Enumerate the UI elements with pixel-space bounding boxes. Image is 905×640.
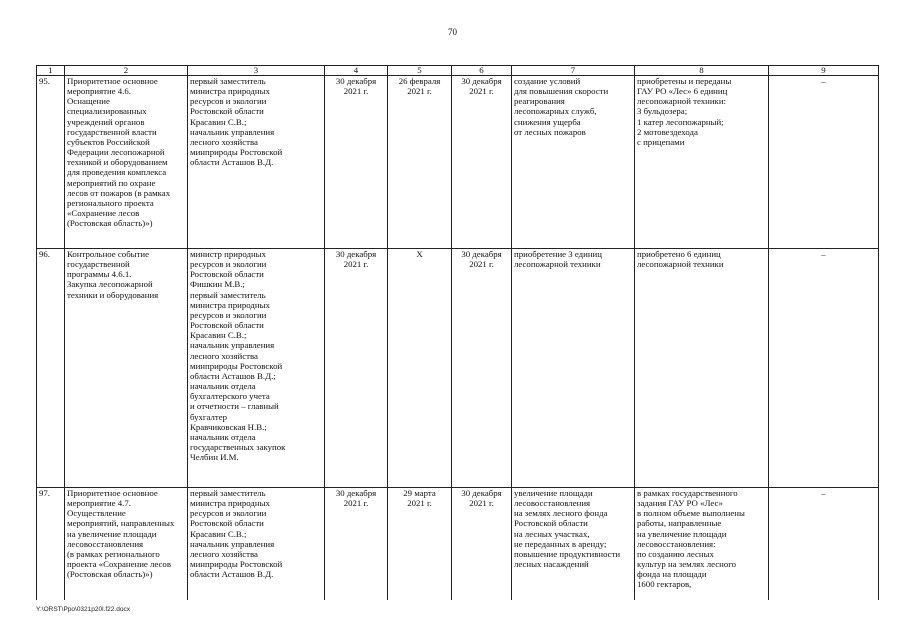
table-row: [37, 76, 879, 249]
header-cell: 1: [37, 66, 65, 76]
date-column-6: 30 декабря 2021 г.: [452, 488, 512, 601]
expected-result: увеличение площади лесовосстановления на землях лесного фонда Ростовской области на лесных участках, не переданных в аренду; повышение продуктивности лесных насаждений: [512, 488, 635, 601]
row-number: 96.: [37, 249, 65, 488]
header-cell: 6: [452, 66, 512, 76]
planned-date: 30 декабря 2021 г.: [325, 488, 388, 601]
column-9: –: [769, 76, 879, 249]
responsible-executor: первый заместитель министра природных ресурсов и экологии Ростовской области Красавин С.В.; начальник управления лесного хозяйства минприроды Ростовской области Асташов В.Д.: [188, 488, 325, 601]
event-name: Контрольное событие государственной программы 4.6.1. Закупка лесопожарной техники и оборудования: [65, 249, 188, 488]
row-number: 97.: [37, 488, 65, 601]
column-9: –: [769, 249, 879, 488]
header-cell: 5: [388, 66, 452, 76]
table-row: [37, 488, 879, 601]
actual-result: приобретены и переданы ГАУ РО «Лес» 6 единиц лесопожарной техники: 3 бульдозера; 1 катер лесопожарный; 2 мотовездехода с прицепами: [635, 76, 769, 249]
header-cell: 9: [769, 66, 879, 76]
column-9: –: [769, 488, 879, 601]
expected-result: приобретение 3 единиц лесопожарной техники: [512, 249, 635, 488]
actual-result: в рамках государственного задания ГАУ РО «Лес» в полном объеме выполнены работы, направленные на увеличение площади лесовосстановления: по созданию лесных культур на землях лесного фонда на площади 1600 гектаров,: [635, 488, 769, 601]
table-row: [37, 249, 879, 488]
header-cell: 3: [188, 66, 325, 76]
responsible-executor: первый заместитель министра природных ресурсов и экологии Ростовской области Красавин С.В.; начальник управления лесного хозяйства минприроды Ростовской области Асташов В.Д.: [188, 76, 325, 249]
date-column-6: 30 декабря 2021 г.: [452, 249, 512, 488]
planned-date: 30 декабря 2021 г.: [325, 249, 388, 488]
header-row: [37, 66, 879, 76]
actual-date: 26 февраля 2021 г.: [388, 76, 452, 249]
responsible-executor: министр природных ресурсов и экологии Ростовской области Фишкин М.В.; первый заместитель министра природных ресурсов и экологии Ростовской области Красавин С.В.; начальник управления лесного хозяйства минприроды Ростовской области Асташов В.Д.; начальник отдела бухгалтерского учета и отчетности – главный бухгалтер Кравчиковская Н.В.; начальник отдела государственных закупок Челбин И.М.: [188, 249, 325, 488]
planned-date: 30 декабря 2021 г.: [325, 76, 388, 249]
expected-result: создание условий для повышения скорости реагирования лесопожарных служб, снижения ущерба от лесных пожаров: [512, 76, 635, 249]
report-table: [36, 65, 879, 600]
row-number: 95.: [37, 76, 65, 249]
date-column-6: 30 декабря 2021 г.: [452, 76, 512, 249]
header-cell: 4: [325, 66, 388, 76]
event-name: Приоритетное основное мероприятие 4.6. Оснащение специализированных учреждений органов государственной власти субъектов Российской Федерации лесопожарной техникой и оборудованием для проведения комплекса мероприятий по охране лесов от пожаров (в рамках регионального проекта «Сохранение лесов (Ростовская область)»): [65, 76, 188, 249]
header-cell: 7: [512, 66, 635, 76]
page-number: 70: [448, 27, 457, 37]
actual-result: приобретено 6 единиц лесопожарной техники: [635, 249, 769, 488]
event-name: Приоритетное основное мероприятие 4.7. Осуществление мероприятий, направленных на увеличение площади лесовосстановления (в рамках регионального проекта «Сохранение лесов (Ростовская область)»): [65, 488, 188, 601]
actual-date: Х: [388, 249, 452, 488]
actual-date: 29 марта 2021 г.: [388, 488, 452, 601]
header-cell: 2: [65, 66, 188, 76]
footer-file-path: Y:\ORST\Ppo\0321p20l.f22.docx: [36, 606, 130, 613]
header-cell: 8: [635, 66, 769, 76]
